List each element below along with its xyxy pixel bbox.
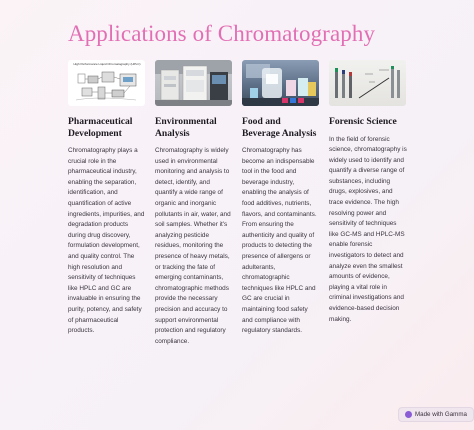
image-caption: High Performance Liquid Chromatography (HPLC) <box>73 62 141 66</box>
column-food-beverage <box>242 60 320 337</box>
column-title: Food and Beverage Analysis <box>242 116 317 139</box>
sample-vials-image <box>242 60 319 106</box>
instrument-illustration <box>155 60 232 106</box>
column-body: Chromatography is widely used in environmental monitoring and analysis to detect, identify, and quantify a wide range of organic and inorganic pollutants in air, water, and soil samples. Whether it's analyzing pesticide residues, monitoring the presence of heavy metals, or tracking the fate of emerging contaminants, chromatographic methods provide the necessary precision and accuracy to support environmental protection and regulatory compliance. <box>155 147 231 345</box>
column-title: Environmental Analysis <box>155 116 217 139</box>
column-body: Chromatography has become an indispensable tool in the food and beverage industry, enabling the analysis of food additives, nutrients, flavors, and contaminants. From ensuring the authenticity and quality of products to detecting the presence of allergens or adulterants, chromatographic techniques like HPLC and GC are crucial in maintaining food safety and compliance with regulatory standards. <box>242 147 317 335</box>
vials-illustration <box>242 60 319 106</box>
gamma-logo-icon <box>405 411 412 418</box>
hplc-diagram-image <box>68 60 145 106</box>
badge-label: Made with Gamma <box>415 411 467 418</box>
made-with-gamma-badge[interactable] <box>398 407 474 422</box>
lab-instrument-image <box>155 60 232 106</box>
test-tubes-image <box>329 60 406 106</box>
column-body: In the field of forensic science, chromatography is widely used to identify and quantify a diverse range of substances, including drugs, explosives, and trace evidence. The high resolving power and sensitivity of techniques like GC-MS and HPLC-MS enable forensic investigators to detect and analyze even the smallest amounts of evidence, playing a vital role in criminal investigations and evidence-based decision making. <box>329 135 407 323</box>
column-body: Chromatography plays a crucial role in the pharmaceutical industry, enabling the separation, identification, and quantification of active ingredients, impurities, and degradation products during drug discovery, formulation development, and quality control. The high resolution and sensitivity of techniques like HPLC and GC are invaluable in ensuring the purity, potency, and safety of pharmaceutical products. <box>68 147 145 335</box>
column-pharmaceutical <box>68 60 146 337</box>
column-environmental <box>155 60 233 347</box>
column-forensic <box>329 60 407 325</box>
column-title: Forensic Science <box>329 116 397 127</box>
tubes-illustration <box>329 60 406 106</box>
column-title: Pharmaceutical Development <box>68 116 133 139</box>
hplc-schematic <box>68 60 145 106</box>
columns-grid <box>68 60 408 420</box>
page-title: Applications of Chromatography <box>68 21 376 46</box>
